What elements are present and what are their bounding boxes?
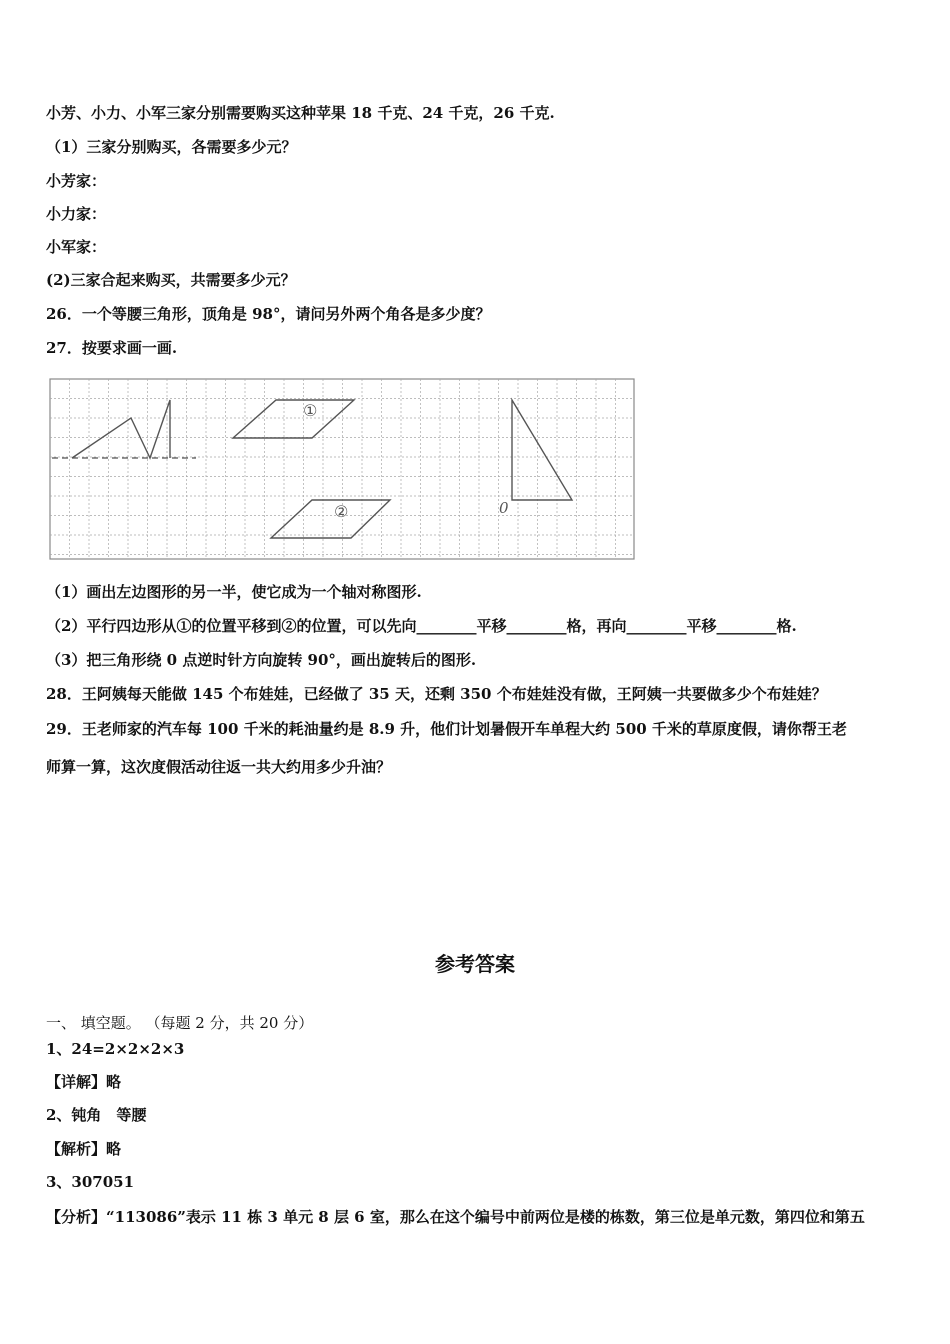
text-line: 小军家： [46,238,107,256]
text-line: （1）三家分别购买，各需要多少元？ [46,138,297,156]
answer-line: 【详解】略 [46,1073,122,1091]
text-line: 29．王老师家的汽车每 100 千米的耗油量约是 8.9 升，他们计划暑假开车单程大约 500 千米的草原度假，请你帮王老 [46,720,847,738]
text-line: 小芳家： [46,172,107,190]
answer-line: 1、24=2×2×2×3 [46,1040,185,1058]
pivot-label-o: 0 [499,499,509,517]
text-line: （3）把三角形绕 0 点逆时针方向旋转 90°，画出旋转后的图形. [46,651,477,669]
grid-border [50,379,634,559]
answer-title: 参考答案 [435,952,515,976]
text-line: (2)三家合起来购买，共需要多少元？ [46,271,296,289]
text-line: （1）画出左边图形的另一半，使它成为一个轴对称图形. [46,583,422,601]
text-line: 26．一个等腰三角形，顶角是 98°，请问另外两个角各是多少度？ [46,305,491,323]
answer-line: 【解析】略 [46,1140,122,1158]
answer-line: 【分析】“113086”表示 11 栋 3 单元 8 层 6 室，那么在这个编号中前两位是楼的栋数，第三位是单元数，第四位和第五 [46,1208,865,1226]
text-line: 小芳、小力、小军三家分别需要购买这种苹果 18 千克、24 千克，26 千克. [46,104,555,122]
text-line: 小力家： [46,205,107,223]
text-line: 28．王阿姨每天能做 145 个布娃娃，已经做了 35 天，还剩 350 个布娃娃没有做，王阿姨一共要做多少个布娃娃？ [46,685,827,703]
grid-figure [46,375,638,563]
text-line: 师算一算，这次度假活动往返一共大约用多少升油？ [46,758,392,776]
text-line: （2）平行四边形从①的位置平移到②的位置，可以先向________平移________格，再向________平移________格. [46,617,797,635]
label-2: ② [334,502,349,521]
answer-line: 3、307051 [46,1173,135,1191]
answer-line: 一、 填空题。 （每题 2 分，共 20 分） [46,1014,314,1032]
text-line: 27．按要求画一画. [46,339,178,357]
answer-line: 2、钝角 等腰 [46,1106,147,1124]
label-1: ① [303,401,318,420]
